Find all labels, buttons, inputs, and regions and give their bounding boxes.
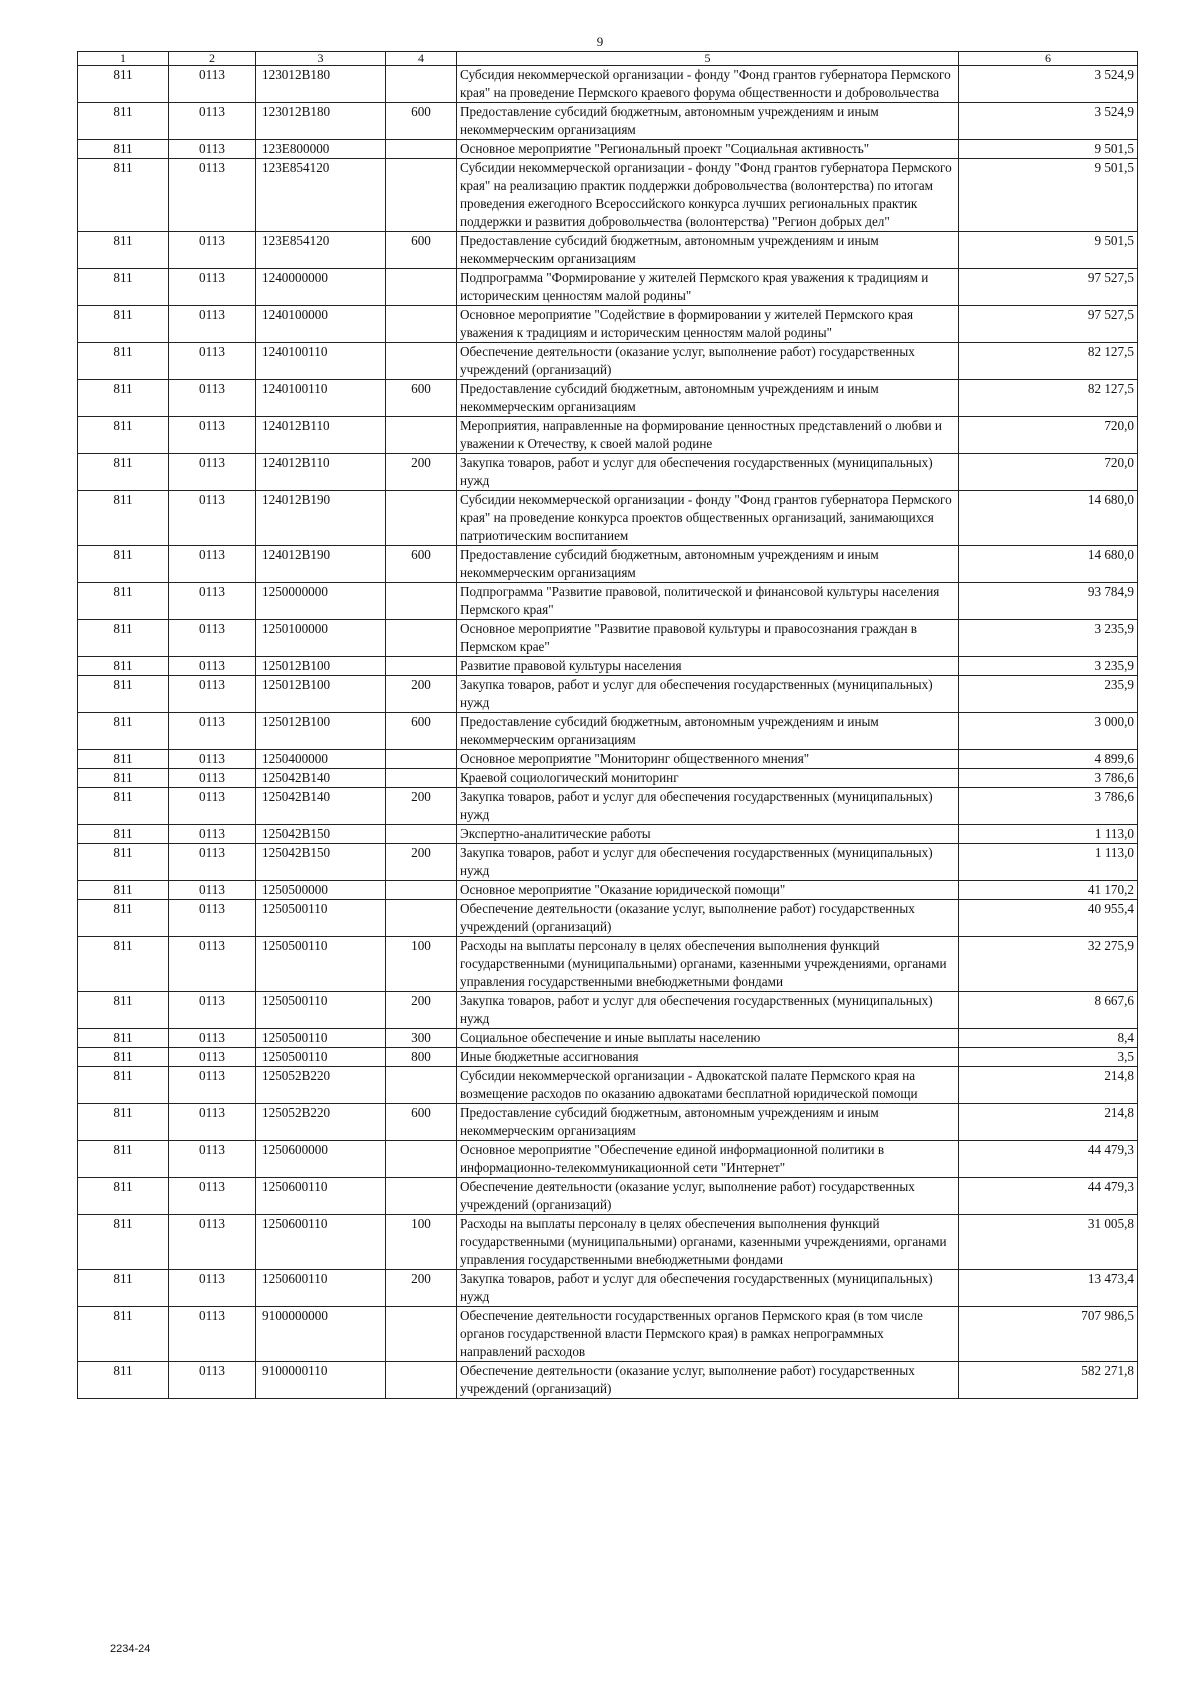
cell-amount: 32 275,9: [959, 937, 1138, 992]
table-row: [78, 620, 1138, 657]
cell-amount: 9 501,5: [959, 232, 1138, 269]
budget-table: [77, 51, 1138, 1399]
cell-target-article: 125042B150: [256, 844, 386, 881]
cell-expense-type: [386, 159, 457, 232]
cell-target-article: 1250500110: [256, 937, 386, 992]
cell-section-code: 0113: [169, 1029, 256, 1048]
cell-section-code: 0113: [169, 1178, 256, 1215]
cell-expense-type: 600: [386, 380, 457, 417]
cell-department-code: 811: [78, 140, 169, 159]
cell-target-article: 125012B100: [256, 713, 386, 750]
cell-target-article: 1250600110: [256, 1270, 386, 1307]
cell-section-code: 0113: [169, 937, 256, 992]
cell-target-article: 1240100110: [256, 380, 386, 417]
cell-target-article: 1250500000: [256, 881, 386, 900]
cell-amount: 9 501,5: [959, 159, 1138, 232]
cell-target-article: 1250500110: [256, 900, 386, 937]
table-row: [78, 713, 1138, 750]
cell-section-code: 0113: [169, 1215, 256, 1270]
cell-expense-type: [386, 1307, 457, 1362]
cell-expense-type: 600: [386, 713, 457, 750]
cell-department-code: 811: [78, 417, 169, 454]
cell-department-code: 811: [78, 546, 169, 583]
cell-expense-type: [386, 1067, 457, 1104]
cell-department-code: 811: [78, 825, 169, 844]
cell-target-article: 1250600000: [256, 1141, 386, 1178]
cell-department-code: 811: [78, 657, 169, 676]
cell-amount: 3 786,6: [959, 769, 1138, 788]
cell-department-code: 811: [78, 937, 169, 992]
column-header: 3: [256, 52, 386, 66]
cell-target-article: 123012B180: [256, 66, 386, 103]
cell-target-article: 124012B110: [256, 454, 386, 491]
table-row: [78, 454, 1138, 491]
cell-description: Краевой социологический мониторинг: [457, 769, 959, 788]
table-row: [78, 1362, 1138, 1399]
cell-expense-type: [386, 306, 457, 343]
cell-section-code: 0113: [169, 1141, 256, 1178]
table-row: [78, 676, 1138, 713]
cell-section-code: 0113: [169, 140, 256, 159]
cell-description: Иные бюджетные ассигнования: [457, 1048, 959, 1067]
cell-department-code: 811: [78, 454, 169, 491]
cell-department-code: 811: [78, 844, 169, 881]
cell-amount: 40 955,4: [959, 900, 1138, 937]
table-row: [78, 881, 1138, 900]
cell-description: Основное мероприятие "Содействие в формировании у жителей Пермского края уважения к традициям и историческим ценностям малой родины": [457, 306, 959, 343]
cell-target-article: 9100000110: [256, 1362, 386, 1399]
cell-expense-type: [386, 1178, 457, 1215]
cell-target-article: 125012B100: [256, 657, 386, 676]
cell-department-code: 811: [78, 620, 169, 657]
cell-expense-type: 300: [386, 1029, 457, 1048]
table-row: [78, 269, 1138, 306]
cell-section-code: 0113: [169, 657, 256, 676]
cell-description: Основное мероприятие "Обеспечение единой информационной политики в информационно-телекоммуникационной сети "Интернет": [457, 1141, 959, 1178]
cell-description: Закупка товаров, работ и услуг для обеспечения государственных (муниципальных) нужд: [457, 992, 959, 1029]
table-row: [78, 1215, 1138, 1270]
cell-department-code: 811: [78, 676, 169, 713]
cell-target-article: 125052B220: [256, 1104, 386, 1141]
cell-target-article: 1250100000: [256, 620, 386, 657]
cell-description: Субсидия некоммерческой организации - фонду "Фонд грантов губернатора Пермского края" на проведение Пермского краевого форума общественности и добровольчества: [457, 66, 959, 103]
cell-target-article: 1250500110: [256, 1048, 386, 1067]
cell-department-code: 811: [78, 491, 169, 546]
cell-section-code: 0113: [169, 159, 256, 232]
cell-description: Основное мероприятие "Региональный проект "Социальная активность": [457, 140, 959, 159]
cell-description: Расходы на выплаты персоналу в целях обеспечения выполнения функций государственными (муниципальными) органами, казенными учреждениями, органами управления государственными внебюджетными фондами: [457, 937, 959, 992]
cell-section-code: 0113: [169, 992, 256, 1029]
cell-amount: 41 170,2: [959, 881, 1138, 900]
page-number: 9: [596, 34, 604, 49]
header-row: [78, 52, 1138, 66]
table-row: [78, 769, 1138, 788]
cell-amount: 93 784,9: [959, 583, 1138, 620]
cell-amount: 3 235,9: [959, 657, 1138, 676]
cell-amount: 582 271,8: [959, 1362, 1138, 1399]
cell-section-code: 0113: [169, 103, 256, 140]
cell-expense-type: 100: [386, 1215, 457, 1270]
cell-section-code: 0113: [169, 269, 256, 306]
cell-department-code: 811: [78, 1362, 169, 1399]
cell-description: Закупка товаров, работ и услуг для обеспечения государственных (муниципальных) нужд: [457, 1270, 959, 1307]
cell-amount: 235,9: [959, 676, 1138, 713]
cell-amount: 44 479,3: [959, 1178, 1138, 1215]
cell-section-code: 0113: [169, 750, 256, 769]
cell-amount: 707 986,5: [959, 1307, 1138, 1362]
cell-expense-type: [386, 491, 457, 546]
cell-department-code: 811: [78, 713, 169, 750]
cell-department-code: 811: [78, 1029, 169, 1048]
cell-target-article: 124012B190: [256, 546, 386, 583]
cell-target-article: 125042B140: [256, 769, 386, 788]
cell-department-code: 811: [78, 269, 169, 306]
cell-amount: 3,5: [959, 1048, 1138, 1067]
cell-amount: 97 527,5: [959, 306, 1138, 343]
cell-description: Основное мероприятие "Оказание юридической помощи": [457, 881, 959, 900]
cell-section-code: 0113: [169, 546, 256, 583]
cell-description: Предоставление субсидий бюджетным, автономным учреждениям и иным некоммерческим организациям: [457, 232, 959, 269]
cell-amount: 14 680,0: [959, 546, 1138, 583]
cell-expense-type: [386, 583, 457, 620]
cell-expense-type: 200: [386, 1270, 457, 1307]
cell-section-code: 0113: [169, 788, 256, 825]
cell-expense-type: 200: [386, 454, 457, 491]
cell-amount: 14 680,0: [959, 491, 1138, 546]
cell-section-code: 0113: [169, 881, 256, 900]
cell-description: Подпрограмма "Развитие правовой, политической и финансовой культуры населения Пермского края": [457, 583, 959, 620]
cell-expense-type: 600: [386, 232, 457, 269]
cell-amount: 31 005,8: [959, 1215, 1138, 1270]
cell-expense-type: 600: [386, 103, 457, 140]
cell-section-code: 0113: [169, 844, 256, 881]
cell-amount: 44 479,3: [959, 1141, 1138, 1178]
table-row: [78, 232, 1138, 269]
table-row: [78, 750, 1138, 769]
table-row: [78, 1270, 1138, 1307]
cell-amount: 82 127,5: [959, 380, 1138, 417]
cell-amount: 97 527,5: [959, 269, 1138, 306]
cell-description: Мероприятия, направленные на формирование ценностных представлений о любви и уважении к Отечеству, к своей малой родине: [457, 417, 959, 454]
table-header: [78, 52, 1138, 66]
cell-description: Расходы на выплаты персоналу в целях обеспечения выполнения функций государственными (муниципальными) органами, казенными учреждениями, органами управления государственными внебюджетными фондами: [457, 1215, 959, 1270]
table-row: [78, 1104, 1138, 1141]
table-row: [78, 140, 1138, 159]
table-row: [78, 583, 1138, 620]
cell-section-code: 0113: [169, 1104, 256, 1141]
cell-department-code: 811: [78, 1215, 169, 1270]
column-header: 2: [169, 52, 256, 66]
table-row: [78, 66, 1138, 103]
cell-department-code: 811: [78, 788, 169, 825]
document-code: 2234-24: [110, 1643, 151, 1655]
cell-department-code: 811: [78, 1307, 169, 1362]
cell-description: Предоставление субсидий бюджетным, автономным учреждениям и иным некоммерческим организациям: [457, 546, 959, 583]
cell-description: Основное мероприятие "Мониторинг общественного мнения": [457, 750, 959, 769]
table-row: [78, 491, 1138, 546]
cell-description: Субсидии некоммерческой организации - Адвокатской палате Пермского края на возмещение расходов по оказанию адвокатами бесплатной юридической помощи: [457, 1067, 959, 1104]
cell-section-code: 0113: [169, 825, 256, 844]
table-row: [78, 825, 1138, 844]
cell-target-article: 1240100000: [256, 306, 386, 343]
cell-target-article: 123012B180: [256, 103, 386, 140]
cell-department-code: 811: [78, 1104, 169, 1141]
cell-amount: 9 501,5: [959, 140, 1138, 159]
cell-expense-type: 600: [386, 546, 457, 583]
cell-description: Подпрограмма "Формирование у жителей Пермского края уважения к традициям и историческим ценностям малой родины": [457, 269, 959, 306]
cell-description: Развитие правовой культуры населения: [457, 657, 959, 676]
cell-amount: 720,0: [959, 454, 1138, 491]
cell-amount: 3 786,6: [959, 788, 1138, 825]
table-row: [78, 343, 1138, 380]
cell-description: Субсидии некоммерческой организации - фонду "Фонд грантов губернатора Пермского края" на реализацию практик поддержки добровольчества (волонтерства) по итогам проведения ежегодного Всероссийского конкурса лучших региональных практик поддержки и развития добровольчества (волонтерства) "Регион добрых дел": [457, 159, 959, 232]
cell-amount: 82 127,5: [959, 343, 1138, 380]
cell-description: Предоставление субсидий бюджетным, автономным учреждениям и иным некоммерческим организациям: [457, 713, 959, 750]
cell-section-code: 0113: [169, 343, 256, 380]
table-row: [78, 417, 1138, 454]
cell-section-code: 0113: [169, 1067, 256, 1104]
table-row: [78, 103, 1138, 140]
cell-expense-type: 200: [386, 844, 457, 881]
column-header: 5: [457, 52, 959, 66]
cell-expense-type: 200: [386, 992, 457, 1029]
cell-section-code: 0113: [169, 306, 256, 343]
table-row: [78, 380, 1138, 417]
cell-target-article: 1250600110: [256, 1178, 386, 1215]
cell-target-article: 123E854120: [256, 159, 386, 232]
table-row: [78, 1178, 1138, 1215]
cell-amount: 720,0: [959, 417, 1138, 454]
cell-expense-type: 800: [386, 1048, 457, 1067]
cell-section-code: 0113: [169, 1048, 256, 1067]
cell-description: Закупка товаров, работ и услуг для обеспечения государственных (муниципальных) нужд: [457, 454, 959, 491]
table-row: [78, 900, 1138, 937]
cell-target-article: 1240100110: [256, 343, 386, 380]
cell-department-code: 811: [78, 900, 169, 937]
cell-section-code: 0113: [169, 900, 256, 937]
cell-expense-type: [386, 66, 457, 103]
cell-department-code: 811: [78, 881, 169, 900]
column-header: 4: [386, 52, 457, 66]
cell-section-code: 0113: [169, 1307, 256, 1362]
cell-target-article: 125012B100: [256, 676, 386, 713]
cell-section-code: 0113: [169, 417, 256, 454]
cell-section-code: 0113: [169, 232, 256, 269]
cell-expense-type: [386, 881, 457, 900]
cell-section-code: 0113: [169, 66, 256, 103]
cell-amount: 4 899,6: [959, 750, 1138, 769]
table-row: [78, 937, 1138, 992]
cell-section-code: 0113: [169, 769, 256, 788]
cell-section-code: 0113: [169, 713, 256, 750]
cell-amount: 3 524,9: [959, 66, 1138, 103]
table-row: [78, 306, 1138, 343]
cell-expense-type: 100: [386, 937, 457, 992]
table-row: [78, 788, 1138, 825]
cell-amount: 214,8: [959, 1067, 1138, 1104]
cell-amount: 13 473,4: [959, 1270, 1138, 1307]
cell-description: Субсидии некоммерческой организации - фонду "Фонд грантов губернатора Пермского края" на проведение конкурса проектов общественных организаций, занимающихся патриотическим воспитанием: [457, 491, 959, 546]
cell-amount: 3 524,9: [959, 103, 1138, 140]
cell-expense-type: [386, 825, 457, 844]
cell-department-code: 811: [78, 343, 169, 380]
table-row: [78, 1029, 1138, 1048]
cell-description: Обеспечение деятельности государственных органов Пермского края (в том числе органов государственной власти Пермского края) в рамках непрограммных направлений расходов: [457, 1307, 959, 1362]
cell-description: Предоставление субсидий бюджетным, автономным учреждениям и иным некоммерческим организациям: [457, 103, 959, 140]
cell-section-code: 0113: [169, 676, 256, 713]
cell-department-code: 811: [78, 1048, 169, 1067]
cell-target-article: 123E854120: [256, 232, 386, 269]
cell-department-code: 811: [78, 1141, 169, 1178]
cell-expense-type: 200: [386, 788, 457, 825]
table-row: [78, 1307, 1138, 1362]
cell-amount: 3 235,9: [959, 620, 1138, 657]
table-row: [78, 546, 1138, 583]
cell-target-article: 125042B150: [256, 825, 386, 844]
cell-description: Обеспечение деятельности (оказание услуг, выполнение работ) государственных учреждений (организаций): [457, 343, 959, 380]
cell-expense-type: [386, 657, 457, 676]
column-header: 1: [78, 52, 169, 66]
cell-expense-type: [386, 343, 457, 380]
cell-amount: 1 113,0: [959, 844, 1138, 881]
cell-target-article: 9100000000: [256, 1307, 386, 1362]
cell-department-code: 811: [78, 769, 169, 788]
cell-section-code: 0113: [169, 620, 256, 657]
cell-section-code: 0113: [169, 1362, 256, 1399]
cell-target-article: 1250500110: [256, 1029, 386, 1048]
table-body: [78, 66, 1138, 1399]
cell-target-article: 124012B110: [256, 417, 386, 454]
cell-expense-type: [386, 1141, 457, 1178]
cell-department-code: 811: [78, 306, 169, 343]
cell-target-article: 124012B190: [256, 491, 386, 546]
cell-amount: 214,8: [959, 1104, 1138, 1141]
cell-target-article: 1250600110: [256, 1215, 386, 1270]
cell-target-article: 125052B220: [256, 1067, 386, 1104]
cell-description: Закупка товаров, работ и услуг для обеспечения государственных (муниципальных) нужд: [457, 788, 959, 825]
cell-amount: 8,4: [959, 1029, 1138, 1048]
cell-department-code: 811: [78, 583, 169, 620]
cell-description: Экспертно-аналитические работы: [457, 825, 959, 844]
cell-target-article: 1250500110: [256, 992, 386, 1029]
cell-description: Предоставление субсидий бюджетным, автономным учреждениям и иным некоммерческим организациям: [457, 380, 959, 417]
cell-expense-type: 600: [386, 1104, 457, 1141]
cell-target-article: 1250400000: [256, 750, 386, 769]
cell-target-article: 1250000000: [256, 583, 386, 620]
table-row: [78, 1048, 1138, 1067]
cell-department-code: 811: [78, 750, 169, 769]
cell-expense-type: 200: [386, 676, 457, 713]
cell-expense-type: [386, 900, 457, 937]
cell-department-code: 811: [78, 66, 169, 103]
cell-description: Закупка товаров, работ и услуг для обеспечения государственных (муниципальных) нужд: [457, 844, 959, 881]
cell-department-code: 811: [78, 232, 169, 269]
table-row: [78, 1067, 1138, 1104]
cell-department-code: 811: [78, 159, 169, 232]
cell-amount: 3 000,0: [959, 713, 1138, 750]
cell-target-article: 1240000000: [256, 269, 386, 306]
cell-description: Обеспечение деятельности (оказание услуг, выполнение работ) государственных учреждений (организаций): [457, 1178, 959, 1215]
table-row: [78, 1141, 1138, 1178]
cell-expense-type: [386, 1362, 457, 1399]
cell-target-article: 123E800000: [256, 140, 386, 159]
cell-department-code: 811: [78, 380, 169, 417]
cell-department-code: 811: [78, 1270, 169, 1307]
cell-expense-type: [386, 750, 457, 769]
table-row: [78, 657, 1138, 676]
table-row: [78, 992, 1138, 1029]
cell-expense-type: [386, 140, 457, 159]
cell-section-code: 0113: [169, 491, 256, 546]
cell-expense-type: [386, 269, 457, 306]
cell-description: Обеспечение деятельности (оказание услуг, выполнение работ) государственных учреждений (организаций): [457, 900, 959, 937]
cell-description: Закупка товаров, работ и услуг для обеспечения государственных (муниципальных) нужд: [457, 676, 959, 713]
column-header: 6: [959, 52, 1138, 66]
cell-target-article: 125042B140: [256, 788, 386, 825]
cell-description: Предоставление субсидий бюджетным, автономным учреждениям и иным некоммерческим организациям: [457, 1104, 959, 1141]
cell-section-code: 0113: [169, 380, 256, 417]
cell-description: Социальное обеспечение и иные выплаты населению: [457, 1029, 959, 1048]
cell-description: Основное мероприятие "Развитие правовой культуры и правосознания граждан в Пермском крае": [457, 620, 959, 657]
cell-section-code: 0113: [169, 583, 256, 620]
cell-amount: 1 113,0: [959, 825, 1138, 844]
cell-expense-type: [386, 620, 457, 657]
cell-section-code: 0113: [169, 1270, 256, 1307]
table-row: [78, 844, 1138, 881]
cell-section-code: 0113: [169, 454, 256, 491]
table-row: [78, 159, 1138, 232]
cell-amount: 8 667,6: [959, 992, 1138, 1029]
cell-description: Обеспечение деятельности (оказание услуг, выполнение работ) государственных учреждений (организаций): [457, 1362, 959, 1399]
cell-department-code: 811: [78, 1178, 169, 1215]
cell-department-code: 811: [78, 103, 169, 140]
cell-expense-type: [386, 417, 457, 454]
cell-expense-type: [386, 769, 457, 788]
cell-department-code: 811: [78, 1067, 169, 1104]
cell-department-code: 811: [78, 992, 169, 1029]
